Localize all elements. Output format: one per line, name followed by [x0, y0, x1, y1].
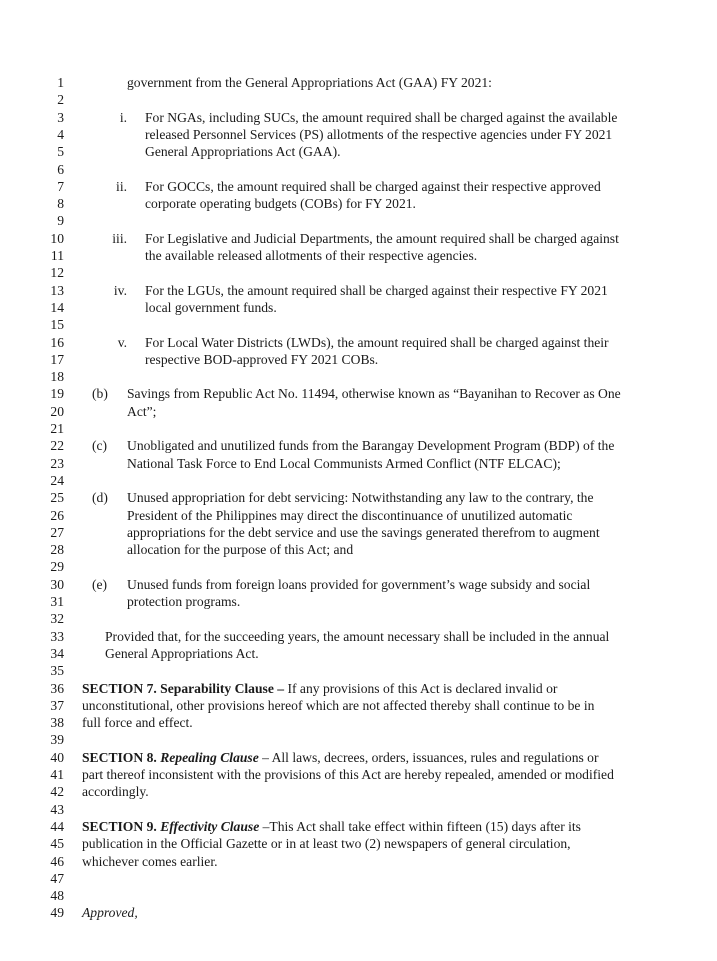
- line-number: 13: [50, 282, 64, 298]
- list-item-line: National Task Force to End Local Communists Armed Conflict (NTF ELCAC);: [127, 455, 561, 471]
- line-number: 25: [50, 490, 64, 506]
- line-number: 47: [50, 870, 64, 886]
- list-marker: (e): [92, 576, 108, 592]
- line-number: 14: [50, 299, 64, 315]
- section-line: accordingly.: [82, 784, 149, 800]
- line-number: 39: [50, 732, 64, 748]
- line-number: 28: [50, 542, 64, 558]
- section-text: – All laws, decrees, orders, issuances, rules and regulations or: [258, 749, 599, 765]
- list-marker: ii.: [116, 178, 127, 194]
- line-number: 12: [50, 265, 64, 281]
- section-heading: SECTION 8.: [82, 749, 161, 765]
- list-item-line: appropriations for the debt service and use the savings generated therefrom to augment: [127, 524, 600, 540]
- section-line: part thereof inconsistent with the provisions of this Act are hereby repealed, amended or modified: [82, 767, 614, 782]
- line-number: 43: [50, 801, 64, 817]
- list-item-line: For the LGUs, the amount required shall be charged against their respective FY 2021: [145, 282, 608, 298]
- line-number: 5: [57, 144, 64, 160]
- list-item-line: allocation for the purpose of this Act; and: [127, 542, 354, 558]
- line-number: 3: [57, 109, 64, 125]
- line-number: 20: [50, 403, 64, 419]
- line-number: 29: [50, 559, 64, 575]
- list-marker: (d): [92, 490, 108, 506]
- line-number: 19: [50, 386, 64, 402]
- section-title: Effectivity Clause: [160, 818, 260, 834]
- line-number: 46: [50, 853, 64, 869]
- line-number: 37: [50, 697, 64, 713]
- section-title: Repealing Clause: [160, 749, 259, 765]
- list-marker: v.: [117, 334, 127, 350]
- line-number: 7: [57, 178, 64, 194]
- list-item-line: respective BOD-approved FY 2021 COBs.: [145, 351, 379, 367]
- line-number: 44: [50, 818, 64, 834]
- line-number: 17: [50, 351, 64, 367]
- proviso-line: Provided that, for the succeeding years, the amount necessary shall be included in the annual: [105, 628, 610, 644]
- line-number: 40: [50, 749, 64, 765]
- line-number: 18: [50, 369, 64, 385]
- section-line: whichever comes earlier.: [82, 853, 218, 869]
- line-number: 11: [50, 248, 64, 263]
- closing-approved: Approved,: [82, 905, 138, 921]
- list-item-line: corporate operating budgets (COBs) for FY 2021.: [145, 196, 416, 212]
- list-item-line: protection programs.: [127, 594, 241, 609]
- line-number: 30: [50, 576, 64, 592]
- section-line: full force and effect.: [82, 715, 193, 731]
- list-marker: iii.: [112, 230, 127, 246]
- line-number: 26: [50, 507, 64, 523]
- list-item-line: Unobligated and unutilized funds from the Barangay Development Program (BDP) of the: [127, 438, 615, 454]
- section-heading-line: [82, 819, 645, 835]
- section-heading: SECTION 9.: [82, 818, 161, 834]
- line-number: 45: [50, 836, 64, 852]
- line-number: 16: [50, 334, 64, 350]
- line-number: 27: [50, 524, 64, 540]
- section-heading-line: [82, 681, 645, 697]
- line-number: 8: [57, 196, 64, 212]
- line-number: 2: [57, 92, 64, 108]
- section-text: If any provisions of this Act is declared invalid or: [284, 680, 558, 696]
- line-number: 22: [50, 438, 64, 454]
- list-item-line: For Local Water Districts (LWDs), the amount required shall be charged against their: [145, 334, 609, 350]
- section-text: –This Act shall take effect within fifteen (15) days after its: [259, 818, 581, 834]
- line-number: 38: [50, 715, 64, 731]
- line-number: 4: [57, 126, 64, 142]
- list-item-line: Savings from Republic Act No. 11494, otherwise known as “Bayanihan to Recover as One: [127, 386, 621, 402]
- list-marker: (b): [92, 386, 108, 402]
- list-item-line: Unused funds from foreign loans provided for government’s wage subsidy and social: [127, 576, 591, 592]
- list-item-line: For GOCCs, the amount required shall be charged against their respective approved: [145, 178, 601, 194]
- line-number: 31: [50, 594, 64, 609]
- line-number: 23: [50, 455, 64, 471]
- list-marker: (c): [92, 438, 108, 454]
- section-heading-line: [82, 750, 645, 766]
- list-marker: i.: [119, 109, 127, 125]
- proviso-line: General Appropriations Act.: [105, 645, 259, 661]
- line-number: 41: [50, 767, 64, 782]
- list-marker: iv.: [113, 282, 127, 298]
- section-line: unconstitutional, other provisions hereof which are not affected thereby shall continue to be in: [82, 697, 595, 713]
- list-item-line: Unused appropriation for debt servicing: Notwithstanding any law to the contrary, the: [127, 490, 594, 506]
- line-number: 1: [57, 75, 64, 90]
- list-item-line: For Legislative and Judicial Departments, the amount required shall be charged against: [145, 230, 619, 246]
- line-number: 48: [50, 888, 64, 904]
- line-number: 42: [50, 784, 64, 800]
- line-number: 33: [50, 628, 64, 644]
- list-item-line: Act”;: [127, 403, 157, 419]
- list-item-line: General Appropriations Act (GAA).: [145, 144, 341, 160]
- line-number: 6: [57, 161, 64, 177]
- list-item-line: released Personnel Services (PS) allotments of the respective agencies under FY 2021: [145, 126, 613, 142]
- line-number: 34: [50, 645, 64, 661]
- list-item-line: the available released allotments of their respective agencies.: [145, 248, 478, 263]
- line-number: 15: [50, 317, 64, 333]
- line-number: 32: [50, 611, 64, 627]
- line-number: 21: [50, 421, 64, 436]
- list-item-line: President of the Philippines may direct the discontinuance of unutilized automatic: [127, 507, 573, 523]
- line-number: 36: [50, 680, 64, 696]
- section-line: publication in the Official Gazette or in at least two (2) newspapers of general circulation,: [82, 836, 571, 852]
- list-item-line: For NGAs, including SUCs, the amount required shall be charged against the available: [145, 109, 618, 125]
- line-number: 49: [50, 905, 64, 921]
- line-number: 35: [50, 663, 64, 679]
- line-number: 24: [50, 472, 64, 488]
- list-item-line: local government funds.: [145, 299, 277, 315]
- section-heading: SECTION 7. Separability Clause –: [82, 680, 285, 696]
- intro-text: government from the General Appropriations Act (GAA) FY 2021:: [127, 75, 492, 90]
- line-number: 9: [57, 213, 64, 229]
- line-number: 10: [50, 230, 64, 246]
